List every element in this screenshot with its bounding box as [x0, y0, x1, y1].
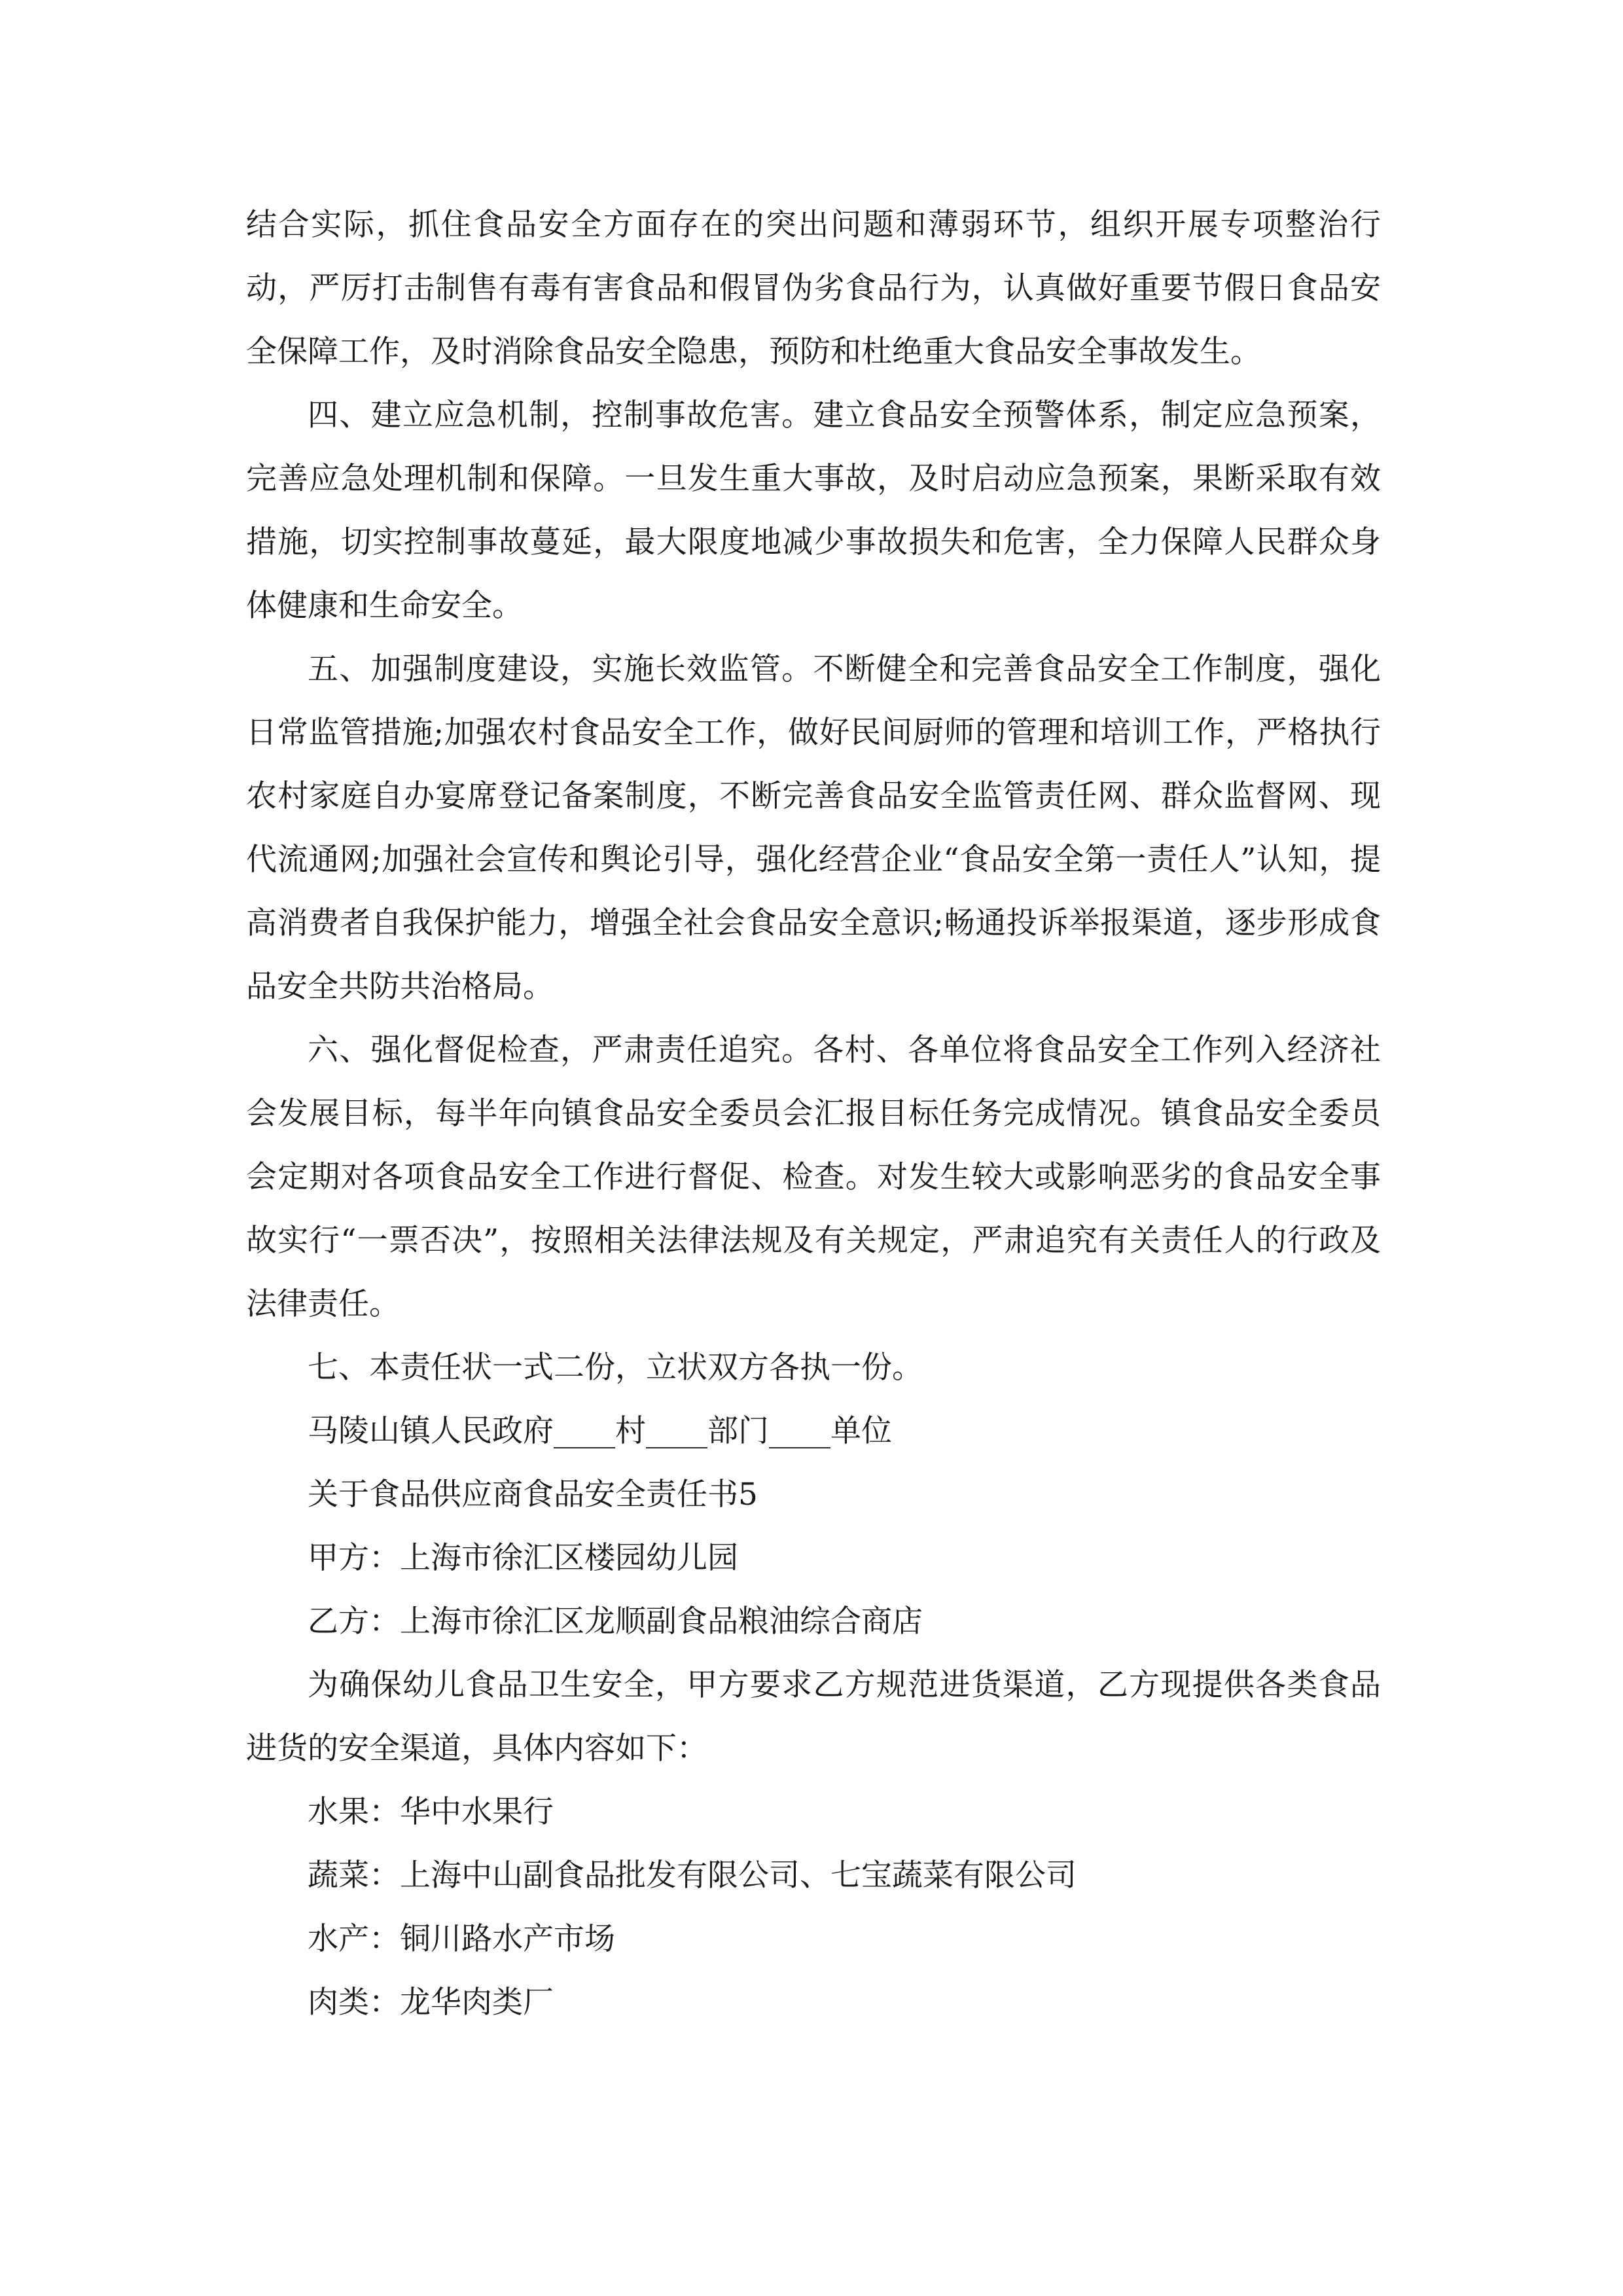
supplier-seafood: 水产：铜川路水产市场: [308, 1921, 615, 1957]
paragraph-intro: 为确保幼儿食品卫生安全，甲方要求乙方规范进货渠道，乙方现提供各类食品进货的安全渠道，具体内容如下：: [246, 1667, 1381, 1767]
paragraph-section-4: 四、建立应急机制，控制事故危害。建立食品安全预警体系，制定应急预案，完善应急处理机制和保障。一旦发生重大事故，及时启动应急预案，果断采取有效措施，切实控制事故蔓延，最大限度地减少事故损失和危害，全力保障人民群众身体健康和生命安全。: [246, 397, 1381, 624]
party-b: 乙方：上海市徐汇区龙顺副食品粮油综合商店: [308, 1604, 923, 1640]
document-body: [246, 193, 1381, 2034]
paragraph-section-5: 五、加强制度建设，实施长效监管。不断健全和完善食品安全工作制度，强化日常监管措施;加强农村食品安全工作，做好民间厨师的管理和培训工作，严格执行农村家庭自办宴席登记备案制度，不断完善食品安全监管责任网、群众监督网、现代流通网;加强社会宣传和舆论引导，强化经营企业“食品安全第一责任人”认知，提高消费者自我保护能力，增强全社会食品安全意识;畅通投诉举报渠道，逐步形成食品安全共防共治格局。: [246, 651, 1381, 1005]
signature-line: 马陵山镇人民政府____村____部门____单位: [308, 1413, 892, 1449]
supplier-fruit: 水果：华中水果行: [308, 1794, 554, 1830]
supplier-meat: 肉类：龙华肉类厂: [308, 1984, 554, 2020]
paragraph-section-7: 七、本责任状一式二份，立状双方各执一份。: [308, 1350, 923, 1386]
document-subtitle: 关于食品供应商食品安全责任书5: [308, 1477, 758, 1513]
party-a: 甲方：上海市徐汇区楼园幼儿园: [308, 1540, 738, 1576]
paragraph-continuation: 结合实际，抓住食品安全方面存在的突出问题和薄弱环节，组织开展专项整治行动，严厉打击制售有毒有害食品和假冒伪劣食品行为，认真做好重要节假日食品安全保障工作，及时消除食品安全隐患，预防和杜绝重大食品安全事故发生。: [246, 207, 1381, 370]
paragraph-section-6: 六、强化督促检查，严肃责任追究。各村、各单位将食品安全工作列入经济社会发展目标，每半年向镇食品安全委员会汇报目标任务完成情况。镇食品安全委员会定期对各项食品安全工作进行督促、检查。对发生较大或影响恶劣的食品安全事故实行“一票否决”，按照相关法律法规及有关规定，严肃追究有关责任人的行政及法律责任。: [246, 1032, 1381, 1322]
supplier-vegetables: 蔬菜：上海中山副食品批发有限公司、七宝蔬菜有限公司: [308, 1857, 1077, 1893]
